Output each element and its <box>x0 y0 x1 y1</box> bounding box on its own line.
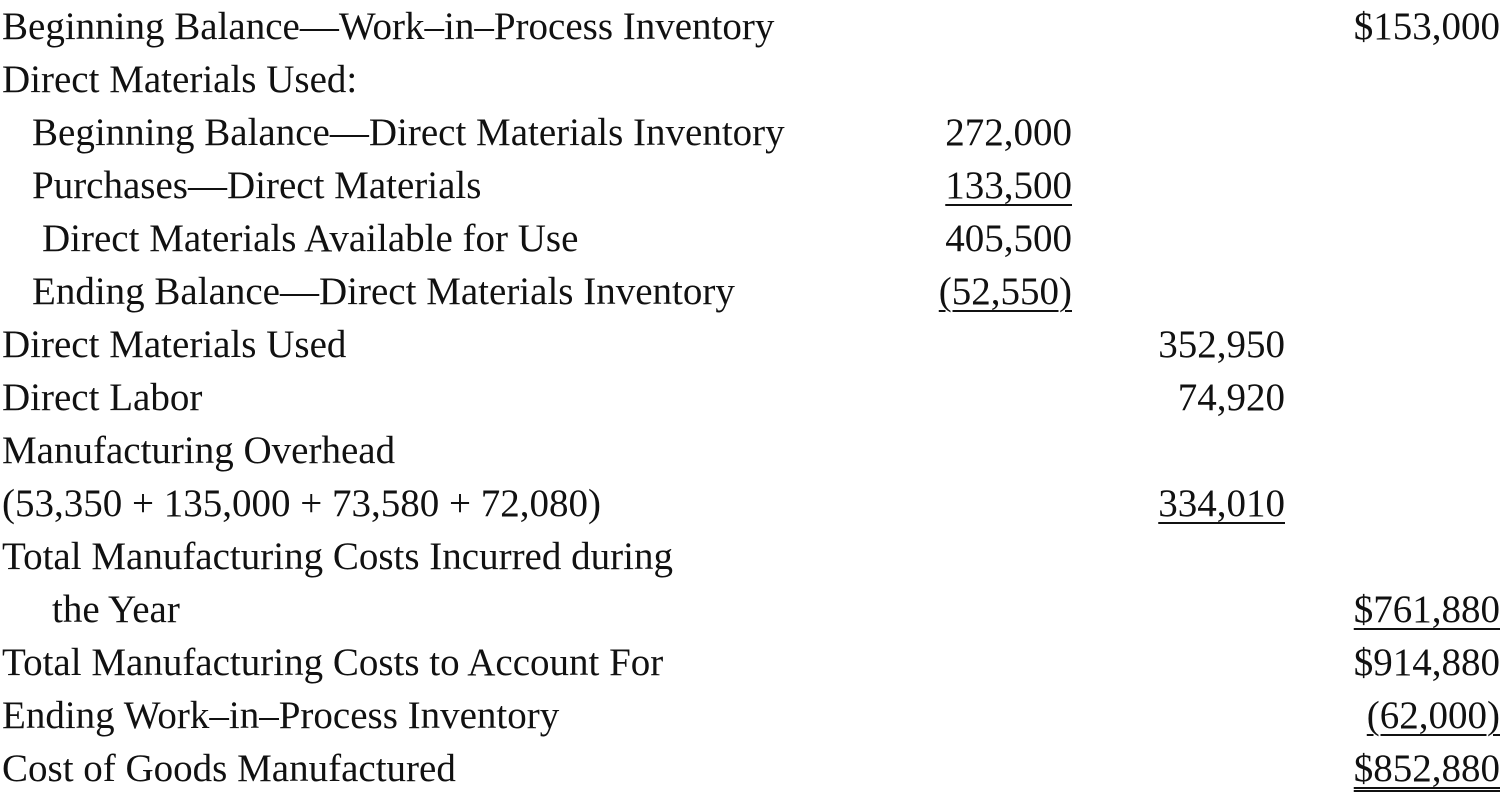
amount-col3: $852,880 <box>1353 747 1500 790</box>
row-ending-dm-inventory <box>0 265 1500 318</box>
row-manufacturing-overhead <box>0 424 1500 477</box>
row-overhead-breakdown <box>0 477 1500 530</box>
row-label: Direct Materials Available for Use <box>42 217 579 260</box>
row-beginning-wip <box>0 0 1500 53</box>
row-label: Cost of Goods Manufactured <box>2 747 456 790</box>
row-direct-labor <box>0 371 1500 424</box>
amount-col3: $153,000 <box>1353 5 1500 48</box>
row-dm-available <box>0 212 1500 265</box>
amount-col1: 405,500 <box>945 217 1072 260</box>
row-label: (53,350 + 135,000 + 73,580 + 72,080) <box>2 482 601 525</box>
row-direct-materials-used-heading <box>0 53 1500 106</box>
amount-col3: $761,880 <box>1353 588 1500 631</box>
row-cost-of-goods-manufactured <box>0 742 1500 795</box>
row-label: Beginning Balance—Direct Materials Inventory <box>32 111 785 154</box>
row-ending-wip <box>0 689 1500 742</box>
row-label: Total Manufacturing Costs Incurred during <box>2 535 673 578</box>
row-total-costs-incurred-line2 <box>0 583 1500 636</box>
amount-col2: 352,950 <box>1158 323 1285 366</box>
row-label: Ending Work–in–Process Inventory <box>2 694 560 737</box>
amount-col2: 74,920 <box>1177 376 1285 419</box>
row-total-costs-to-account-for <box>0 636 1500 689</box>
amount-col3: (62,000) <box>1366 694 1500 737</box>
row-label: Manufacturing Overhead <box>2 429 396 472</box>
row-label: the Year <box>52 588 180 631</box>
row-total-costs-incurred-line1 <box>0 530 1500 583</box>
row-label: Beginning Balance—Work–in–Process Inventory <box>2 5 775 48</box>
amount-col1: (52,550) <box>938 270 1072 313</box>
amount-col3: $914,880 <box>1353 641 1500 684</box>
amount-col2: 334,010 <box>1158 482 1285 525</box>
row-label: Total Manufacturing Costs to Account For <box>2 641 664 684</box>
row-direct-materials-used <box>0 318 1500 371</box>
row-beginning-dm-inventory <box>0 106 1500 159</box>
row-label: Direct Materials Used: <box>2 58 358 101</box>
row-purchases-dm <box>0 159 1500 212</box>
row-label: Direct Labor <box>2 376 203 419</box>
amount-col1: 272,000 <box>945 111 1072 154</box>
row-label: Direct Materials Used <box>2 323 347 366</box>
row-label: Ending Balance—Direct Materials Inventory <box>32 270 735 313</box>
row-label: Purchases—Direct Materials <box>32 164 482 207</box>
amount-col1: 133,500 <box>945 164 1072 207</box>
